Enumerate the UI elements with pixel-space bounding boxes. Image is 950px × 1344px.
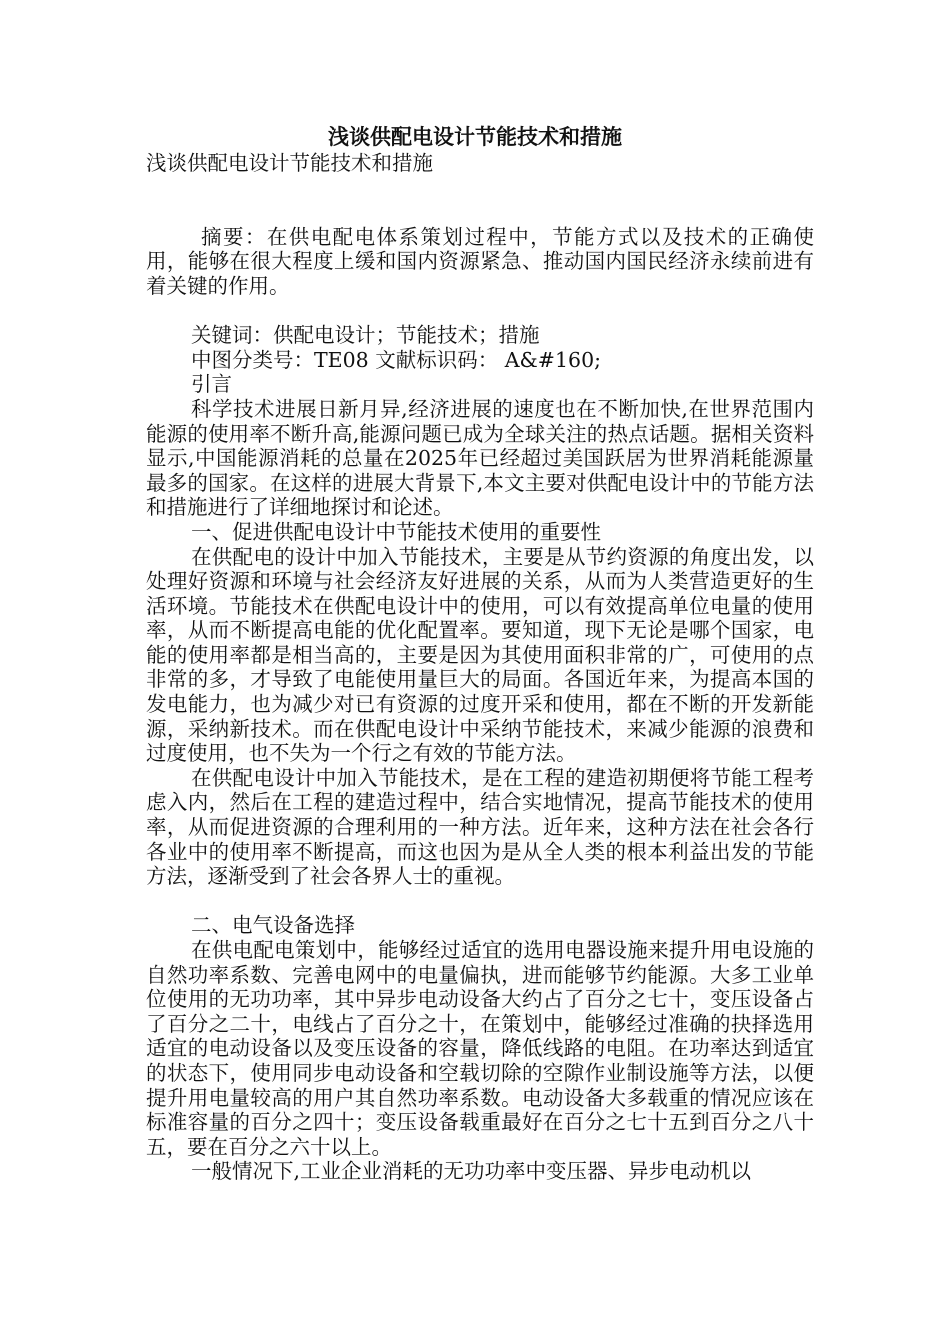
spacer	[146, 299, 814, 324]
abstract-paragraph: 摘要：在供电配电体系策划过程中，节能方式以及技术的正确使用，能够在很大程度上缓和国内资源紧急、推动国内国民经济永续前进有着关键的作用。	[146, 224, 814, 298]
document-body	[146, 151, 814, 1184]
classification-line: 中图分类号：TE08 文献标识码： A&#160;	[191, 347, 602, 372]
spacer	[146, 200, 814, 225]
keywords-line: 关键词：供配电设计；节能技术；措施	[191, 323, 540, 348]
document-subtitle: 浅谈供配电设计节能技术和措施	[146, 151, 433, 175]
section2-paragraph-2: 一般情况下,工业企业消耗的无功功率中变压器、异步电动机以	[191, 1159, 752, 1184]
section1-heading: 一、促进供配电设计中节能技术使用的重要性	[191, 519, 601, 544]
spacer	[146, 889, 814, 914]
document-title: 浅谈供配电设计节能技术和措施	[328, 125, 622, 149]
spacer	[146, 176, 814, 201]
section2-paragraph-1: 在供电配电策划中，能够经过适宜的选用电器设施来提升用电设施的自然功率系数、完善电网中的电量偏执，进而能够节约能源。大多工业单位使用的无功功率，其中异步电动设备大约占了百分之七十，变压设备占了百分之二十，电线占了百分之十，在策划中，能够经过准确的抉择选用适宜的电动设备以及变压设备的容量，降低线路的电阻。在功率达到适宜的状态下，使用同步电动设备和空载切除的空隙作业制设施等方法，以便提升用电量较高的用户其自然功率系数。电动设备大多载重的情况应该在标准容量的百分之四十；变压设备载重最好在百分之七十五到百分之八十五，要在百分之六十以上。	[146, 938, 814, 1159]
intro-paragraph: 科学技术进展日新月异,经济进展的速度也在不断加快,在世界范围内能源的使用率不断升高,能源问题已成为全球关注的热点话题。据相关资料显示,中国能源消耗的总量在2025年已经超过美国跃居为世界消耗能源量最多的国家。在这样的进展大背景下,本文主要对供配电设计中的节能方法和措施进行了详细地探讨和论述。	[146, 396, 814, 520]
section1-paragraph-1: 在供配电的设计中加入节能技术，主要是从节约资源的角度出发，以处理好资源和环境与社会经济友好进展的关系，从而为人类营造更好的生活环境。节能技术在供配电设计中的使用，可以有效提高单位电量的使用率，从而不断提高电能的优化配置率。要知道，现下无论是哪个国家，电能的使用率都是相当高的，主要是因为其使用面积非常的广，可使用的点非常的多，才导致了电能使用量巨大的局面。各国近年来，为提高本国的发电能力，也为减少对已有资源的过度开采和使用，都在不断的开发新能源，采纳新技术。而在供配电设计中采纳节能技术，来减少能源的浪费和过度使用，也不失为一个行之有效的节能方法。	[146, 544, 814, 766]
intro-heading: 引言	[191, 372, 232, 397]
section1-paragraph-2: 在供配电设计中加入节能技术，是在工程的建造初期便将节能工程考虑入内，然后在工程的建造过程中，结合实地情况，提高节能技术的使用率，从而促进资源的合理利用的一种方法。近年来，这种方法在社会各行各业中的使用率不断提高，而这也因为是从全人类的根本利益出发的节能方法，逐渐受到了社会各界人士的重视。	[146, 765, 814, 889]
section2-heading: 二、电气设备选择	[191, 913, 355, 938]
